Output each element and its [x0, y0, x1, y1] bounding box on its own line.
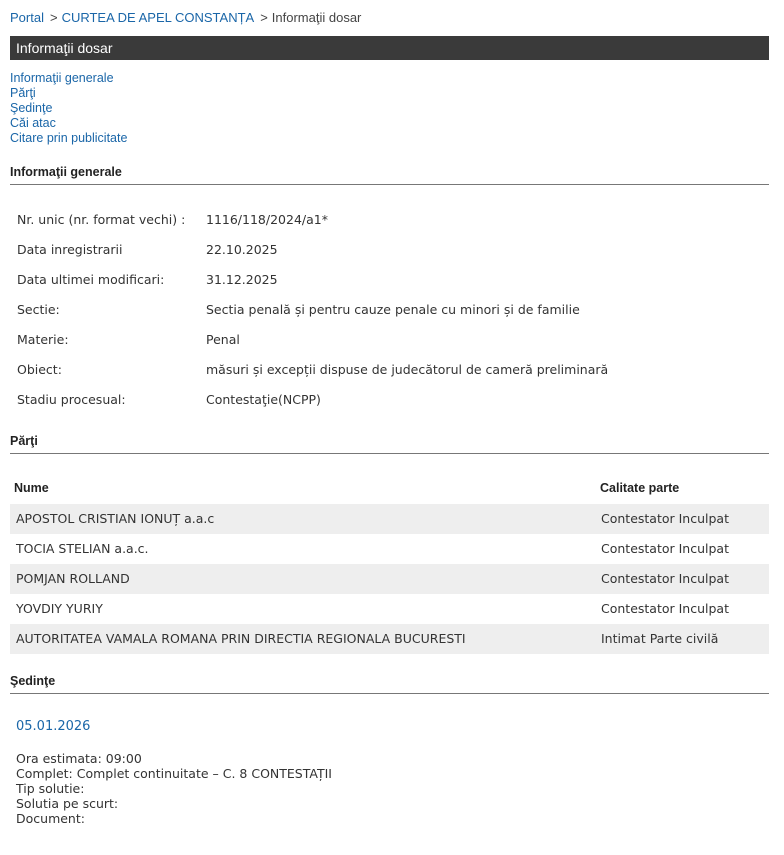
- section-anchor-nav: [10, 71, 127, 146]
- party-role: Contestator Inculpat: [601, 601, 729, 616]
- party-name: YOVDIY YURIY: [16, 601, 103, 616]
- info-row: [17, 270, 608, 300]
- info-value: Contestaţie(NCPP): [206, 392, 321, 407]
- info-label: Obiect:: [17, 362, 62, 377]
- info-label: Nr. unic (nr. format vechi) :: [17, 212, 186, 227]
- anchor-link-public-summons[interactable]: Citare prin publicitate: [10, 131, 128, 145]
- party-name: POMJAN ROLLAND: [16, 571, 130, 586]
- table-row: [10, 564, 769, 594]
- info-label: Data ultimei modificari:: [17, 272, 165, 287]
- info-value: măsuri și excepții dispuse de judecătorul de cameră preliminară: [206, 362, 609, 377]
- info-value: 31.12.2025: [206, 272, 278, 287]
- anchor-link-parties[interactable]: Părţi: [10, 86, 36, 100]
- hearing-panel: Complet: Complet continuitate – C. 8 CONTESTAȚII: [16, 766, 332, 781]
- parties-table-header: [10, 474, 769, 504]
- party-role: Intimat Parte civilă: [601, 631, 719, 646]
- hearing-estimated-time: Ora estimata: 09:00: [16, 751, 142, 766]
- breadcrumb-separator: >: [260, 10, 268, 25]
- info-label: Sectie:: [17, 302, 60, 317]
- hearing-solution-summary: Solutia pe scurt:: [16, 796, 119, 811]
- hearing-date: 05.01.2026: [16, 719, 91, 734]
- parties-heading: Părţi: [10, 434, 769, 454]
- info-row: [17, 210, 608, 240]
- party-name: TOCIA STELIAN a.a.c.: [16, 541, 149, 556]
- party-name: AUTORITATEA VAMALA ROMANA PRIN DIRECTIA REGIONALA BUCURESTI: [16, 631, 466, 646]
- general-info-heading: Informaţii generale: [10, 165, 769, 185]
- party-role: Contestator Inculpat: [601, 571, 729, 586]
- info-value: Sectia penală și pentru cauze penale cu minori și de familie: [206, 302, 580, 317]
- hearings-heading: Şedinţe: [10, 674, 769, 694]
- general-info-table: [17, 210, 608, 420]
- hearing-details: [16, 751, 332, 826]
- party-role: Contestator Inculpat: [601, 511, 729, 526]
- table-row: [10, 534, 769, 564]
- breadcrumb-portal-link[interactable]: Portal: [10, 10, 44, 25]
- table-row: [10, 624, 769, 654]
- party-role: Contestator Inculpat: [601, 541, 729, 556]
- info-row: [17, 330, 608, 360]
- page-title: Informaţii dosar: [10, 36, 769, 60]
- parties-table: [10, 474, 769, 654]
- table-row: [10, 504, 769, 534]
- info-value: 1116/118/2024/a1*: [206, 212, 328, 227]
- party-name: APOSTOL CRISTIAN IONUȚ a.a.c: [16, 511, 215, 526]
- anchor-link-hearings[interactable]: Şedinţe: [10, 101, 53, 115]
- info-row: [17, 360, 608, 390]
- column-header-name: Nume: [14, 481, 49, 495]
- info-row: [17, 300, 608, 330]
- anchor-link-general-info[interactable]: Informaţii generale: [10, 71, 114, 85]
- info-value: 22.10.2025: [206, 242, 278, 257]
- info-value: Penal: [206, 332, 240, 347]
- info-row: [17, 240, 608, 270]
- column-header-role: Calitate parte: [600, 481, 680, 495]
- breadcrumb-current: Informaţii dosar: [271, 10, 362, 25]
- table-row: [10, 594, 769, 624]
- breadcrumb-separator: >: [49, 10, 58, 25]
- info-label: Materie:: [17, 332, 69, 347]
- hearing-document: Document:: [16, 811, 85, 826]
- info-label: Stadiu procesual:: [17, 392, 126, 407]
- hearing-solution-type: Tip solutie:: [16, 781, 85, 796]
- anchor-link-appeals[interactable]: Căi atac: [10, 116, 56, 130]
- breadcrumb: [10, 10, 361, 25]
- info-label: Data inregistrarii: [17, 242, 123, 257]
- breadcrumb-court-link[interactable]: CURTEA DE APEL CONSTANȚA: [61, 10, 255, 25]
- info-row: [17, 390, 608, 420]
